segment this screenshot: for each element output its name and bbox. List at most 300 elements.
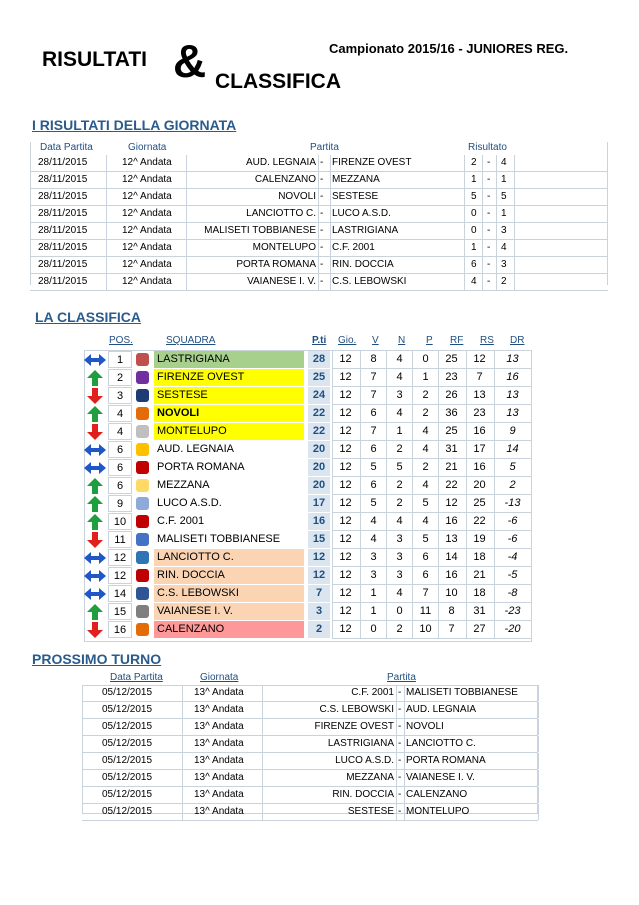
home-goals: 0 [471, 208, 477, 219]
fixture-dash: - [398, 704, 402, 715]
team-logo-icon [136, 587, 149, 600]
played: 12 [332, 351, 358, 368]
results-section-title: I RISULTATI DELLA GIORNATA [32, 117, 237, 133]
standings-row [84, 369, 532, 387]
goal-difference: 13 [494, 405, 530, 422]
points: 22 [308, 423, 330, 440]
column-divider [404, 770, 405, 786]
away-team: PORTA ROMANA [406, 755, 486, 766]
column-divider [106, 223, 107, 239]
played: 12 [332, 405, 358, 422]
standings-row [84, 531, 532, 549]
home-team: RIN. DOCCIA [332, 789, 394, 800]
home-team: SESTESE [347, 806, 394, 817]
away-goals: 1 [501, 174, 507, 185]
team-name: VAIANESE I. V. [154, 603, 304, 620]
column-divider [538, 736, 539, 752]
goals-for: 23 [438, 369, 464, 386]
column-divider [318, 240, 319, 256]
result-row [30, 155, 608, 172]
column-divider [496, 274, 497, 290]
goals-against: 16 [466, 459, 492, 476]
played: 12 [332, 495, 358, 512]
played: 12 [332, 423, 358, 440]
home-team: VAIANESE I. V. [247, 276, 316, 287]
away-team: C.S. LEBOWSKI [332, 276, 407, 287]
goal-difference: 14 [494, 441, 530, 458]
goals-for: 13 [438, 531, 464, 548]
team-name: NOVOLI [154, 405, 304, 422]
won: 7 [360, 423, 386, 440]
fixture-date: 05/12/2015 [102, 738, 153, 749]
position: 14 [108, 585, 132, 602]
away-team: MEZZANA [332, 174, 380, 185]
team-name: PORTA ROMANA [157, 461, 245, 473]
team-name: MONTELUPO [154, 423, 304, 440]
goals-for: 7 [438, 621, 464, 638]
column-divider [514, 155, 515, 171]
won: 1 [360, 585, 386, 602]
column-divider [262, 736, 263, 752]
won: 0 [360, 621, 386, 638]
fixture-round: 13^ Andata [194, 789, 244, 800]
column-divider [330, 257, 331, 273]
fixture-date: 05/12/2015 [102, 755, 153, 766]
column-divider [538, 753, 539, 769]
row-divider [332, 638, 532, 639]
home-team: FIRENZE OVEST [314, 721, 394, 732]
column-divider [496, 189, 497, 205]
goals-against: 12 [466, 351, 492, 368]
column-divider [186, 189, 187, 205]
column-divider [496, 223, 497, 239]
column-divider [318, 257, 319, 273]
column-divider [318, 274, 319, 290]
points: 2 [308, 621, 330, 638]
column-divider [330, 223, 331, 239]
team-name: SESTESE [154, 387, 304, 404]
team-name: FIRENZE OVEST [154, 369, 304, 386]
team-logo-icon [136, 371, 149, 384]
lost: 2 [412, 405, 438, 422]
lost: 7 [412, 585, 438, 602]
home-team: NOVOLI [278, 191, 316, 202]
score-dash: - [487, 276, 491, 287]
lost: 4 [412, 441, 438, 458]
column-divider [538, 770, 539, 786]
score-dash: - [487, 208, 491, 219]
match-date: 28/11/2015 [38, 174, 88, 185]
away-team: AUD. LEGNAIA [406, 704, 477, 715]
away-goals: 4 [501, 157, 507, 168]
column-divider [106, 206, 107, 222]
drawn: 2 [386, 495, 412, 512]
won: 7 [360, 387, 386, 404]
column-divider [318, 223, 319, 239]
team-logo-icon [136, 515, 149, 528]
column-divider [396, 804, 397, 820]
won: 6 [360, 441, 386, 458]
result-row [30, 240, 608, 257]
position: 12 [108, 567, 132, 584]
column-divider [538, 702, 539, 718]
match-round: 12^ Andata [122, 174, 172, 185]
result-row [30, 223, 608, 240]
goals-for: 26 [438, 387, 464, 404]
away-team: VAIANESE I. V. [406, 772, 475, 783]
column-divider [404, 702, 405, 718]
column-divider [106, 274, 107, 290]
column-divider [396, 787, 397, 803]
column-divider [538, 719, 539, 735]
points: 24 [308, 387, 330, 404]
home-team: CALENZANO [254, 174, 316, 185]
column-divider [482, 189, 483, 205]
header-goals-for: RF [450, 335, 464, 346]
team-name: LASTRIGIANA [154, 351, 304, 368]
away-goals: 3 [501, 259, 507, 270]
fixture-date: 05/12/2015 [102, 704, 153, 715]
lost: 10 [412, 621, 438, 638]
goal-difference: 2 [494, 477, 530, 494]
fixture-round: 13^ Andata [194, 687, 244, 698]
column-divider [182, 736, 183, 752]
goals-against: 7 [466, 369, 492, 386]
position: 16 [108, 621, 132, 638]
header-date: Data Partita [40, 142, 93, 153]
goals-against: 27 [466, 621, 492, 638]
match-round: 12^ Andata [122, 191, 172, 202]
away-team: LASTRIGIANA [332, 225, 399, 236]
goals-for: 8 [438, 603, 464, 620]
column-divider [186, 257, 187, 273]
lost: 2 [412, 459, 438, 476]
standings-row [84, 567, 532, 585]
standings-row [84, 549, 532, 567]
standings-row [84, 387, 532, 405]
header-round: Giornata [200, 672, 239, 683]
standings-row [84, 603, 532, 621]
drawn: 4 [386, 513, 412, 530]
goal-difference: -6 [494, 531, 530, 548]
column-divider [404, 685, 405, 701]
standings-section-title: LA CLASSIFICA [35, 309, 142, 325]
drawn: 1 [386, 423, 412, 440]
standings-row [84, 585, 532, 603]
team-logo-icon [136, 497, 149, 510]
lost: 11 [412, 603, 438, 620]
goals-for: 36 [438, 405, 464, 422]
column-divider [496, 172, 497, 188]
trend-down-arrow-icon [84, 424, 106, 440]
column-divider [482, 155, 483, 171]
home-goals: 5 [471, 191, 477, 202]
away-team: MONTELUPO [406, 806, 470, 817]
lost: 2 [412, 387, 438, 404]
goals-against: 20 [466, 477, 492, 494]
played: 12 [332, 621, 358, 638]
column-divider [514, 223, 515, 239]
won: 5 [360, 459, 386, 476]
team-name: LUCO A.S.D. [157, 497, 222, 509]
result-row [30, 257, 608, 274]
column-divider [464, 257, 465, 273]
goals-against: 16 [466, 423, 492, 440]
goal-difference: 9 [494, 423, 530, 440]
goals-for: 21 [438, 459, 464, 476]
home-team: MONTELUPO [252, 242, 316, 253]
header-team: SQUADRA [166, 335, 216, 346]
column-divider [262, 770, 263, 786]
position: 6 [108, 477, 132, 494]
position: 4 [108, 405, 132, 422]
standings-row [84, 621, 532, 639]
away-team: C.F. 2001 [332, 242, 375, 253]
lost: 6 [412, 567, 438, 584]
position: 12 [108, 549, 132, 566]
team-logo-icon [136, 551, 149, 564]
goal-difference: -8 [494, 585, 530, 602]
results-header [30, 142, 608, 155]
match-date: 28/11/2015 [38, 242, 88, 253]
column-divider [464, 155, 465, 171]
home-team: AUD. LEGNAIA [245, 157, 316, 168]
home-goals: 0 [471, 225, 477, 236]
position: 4 [108, 423, 132, 440]
position: 2 [108, 369, 132, 386]
header-played: Gio. [338, 335, 357, 346]
home-team: MEZZANA [346, 772, 394, 783]
standings-row [84, 423, 532, 441]
trend-up-arrow-icon [84, 604, 106, 620]
fixture-date: 05/12/2015 [102, 789, 153, 800]
goals-for: 22 [438, 477, 464, 494]
header-match: Partita [387, 672, 416, 683]
goals-against: 18 [466, 549, 492, 566]
column-divider [464, 274, 465, 290]
won: 6 [360, 477, 386, 494]
fixture-row [82, 787, 538, 804]
match-date: 28/11/2015 [38, 191, 88, 202]
trend-up-arrow-icon [84, 496, 106, 512]
team-name: LANCIOTTO C. [154, 549, 304, 566]
fixture-round: 13^ Andata [194, 704, 244, 715]
fixture-row [82, 804, 538, 821]
goal-difference: 16 [494, 369, 530, 386]
match-round: 12^ Andata [122, 208, 172, 219]
team-name: CALENZANO [154, 621, 304, 638]
column-divider [396, 702, 397, 718]
away-team: LUCO A.S.D. [332, 208, 391, 219]
team-logo-icon [136, 425, 149, 438]
away-goals: 5 [501, 191, 507, 202]
match-round: 12^ Andata [122, 276, 172, 287]
column-divider [106, 240, 107, 256]
column-divider [318, 189, 319, 205]
column-divider [106, 155, 107, 171]
position: 1 [108, 351, 132, 368]
home-goals: 1 [471, 174, 477, 185]
header-won: V [372, 335, 379, 346]
trend-down-arrow-icon [84, 388, 106, 404]
fixture-row [82, 753, 538, 770]
next-round-section-title: PROSSIMO TURNO [32, 651, 162, 667]
position: 6 [108, 459, 132, 476]
standings-table [84, 351, 532, 639]
score-dash: - [487, 242, 491, 253]
fixture-round: 13^ Andata [194, 755, 244, 766]
trend-down-arrow-icon [84, 532, 106, 548]
result-row [30, 206, 608, 223]
home-team: C.F. 2001 [351, 687, 394, 698]
home-goals: 1 [471, 242, 477, 253]
fixture-dash: - [398, 755, 402, 766]
column-divider [514, 206, 515, 222]
match-date: 28/11/2015 [38, 208, 88, 219]
home-team: LANCIOTTO C. [246, 208, 316, 219]
column-divider [464, 189, 465, 205]
standings-row [84, 495, 532, 513]
column-divider [482, 257, 483, 273]
column-divider [396, 685, 397, 701]
header-pts: P.ti [312, 335, 327, 346]
column-divider [106, 189, 107, 205]
lost: 5 [412, 531, 438, 548]
score-dash: - [487, 157, 491, 168]
title-risultati: RISULTATI [42, 48, 147, 71]
match-date: 28/11/2015 [38, 157, 88, 168]
goals-against: 31 [466, 603, 492, 620]
column-divider [514, 274, 515, 290]
column-divider [182, 702, 183, 718]
played: 12 [332, 513, 358, 530]
goals-against: 25 [466, 495, 492, 512]
goals-for: 12 [438, 495, 464, 512]
column-divider [404, 804, 405, 820]
fixture-dash: - [398, 738, 402, 749]
title-classifica: CLASSIFICA [215, 70, 341, 93]
played: 12 [332, 369, 358, 386]
played: 12 [332, 459, 358, 476]
points: 20 [308, 477, 330, 494]
column-divider [496, 206, 497, 222]
points: 25 [308, 369, 330, 386]
drawn: 3 [386, 549, 412, 566]
trend-same-arrow-icon [84, 568, 106, 584]
drawn: 0 [386, 603, 412, 620]
won: 3 [360, 567, 386, 584]
points: 22 [308, 405, 330, 422]
match-date: 28/11/2015 [38, 225, 88, 236]
lost: 4 [412, 513, 438, 530]
fixture-row [82, 685, 538, 702]
result-row [30, 274, 608, 291]
column-divider [330, 206, 331, 222]
column-divider [464, 223, 465, 239]
position: 15 [108, 603, 132, 620]
played: 12 [332, 531, 358, 548]
drawn: 2 [386, 477, 412, 494]
fixture-dash: - [398, 789, 402, 800]
column-divider [186, 172, 187, 188]
played: 12 [332, 567, 358, 584]
home-goals: 6 [471, 259, 477, 270]
column-divider [262, 787, 263, 803]
drawn: 5 [386, 459, 412, 476]
column-divider [496, 155, 497, 171]
team-logo-icon [136, 443, 149, 456]
home-goals: 4 [471, 276, 477, 287]
match-dash: - [320, 242, 324, 253]
header-match: Partita [310, 142, 339, 153]
fixture-date: 05/12/2015 [102, 687, 153, 698]
away-team: LANCIOTTO C. [406, 738, 476, 749]
title-ampersand: & [173, 35, 207, 87]
column-divider [182, 787, 183, 803]
away-team: FIRENZE OVEST [332, 157, 412, 168]
column-divider [404, 753, 405, 769]
goals-for: 16 [438, 513, 464, 530]
drawn: 2 [386, 621, 412, 638]
goal-difference: 13 [494, 351, 530, 368]
header-drawn: N [398, 335, 406, 346]
column-divider [396, 753, 397, 769]
standings-row [84, 477, 532, 495]
column-divider [514, 240, 515, 256]
trend-same-arrow-icon [84, 460, 106, 476]
won: 6 [360, 405, 386, 422]
fixture-dash: - [398, 772, 402, 783]
fixture-date: 05/12/2015 [102, 721, 153, 732]
column-divider [318, 206, 319, 222]
drawn: 3 [386, 567, 412, 584]
column-divider [186, 206, 187, 222]
standings-header [0, 335, 639, 349]
goal-difference: 5 [494, 459, 530, 476]
team-logo-icon [136, 353, 149, 366]
column-divider [496, 240, 497, 256]
team-logo-icon [136, 533, 149, 546]
column-divider [262, 702, 263, 718]
column-divider [482, 223, 483, 239]
column-divider [514, 172, 515, 188]
goals-for: 14 [438, 549, 464, 566]
match-round: 12^ Andata [122, 259, 172, 270]
team-name: MALISETI TOBBIANESE [157, 533, 281, 545]
goal-difference: -5 [494, 567, 530, 584]
lost: 6 [412, 549, 438, 566]
away-goals: 3 [501, 225, 507, 236]
standings-row [84, 513, 532, 531]
header-goal-diff: DR [510, 335, 525, 346]
team-logo-icon [136, 569, 149, 582]
goal-difference: -4 [494, 549, 530, 566]
column-divider [262, 685, 263, 701]
trend-same-arrow-icon [84, 550, 106, 566]
team-name: AUD. LEGNAIA [157, 443, 235, 455]
won: 5 [360, 495, 386, 512]
goal-difference: -6 [494, 513, 530, 530]
away-team: SESTESE [332, 191, 379, 202]
fixture-date: 05/12/2015 [102, 772, 153, 783]
column-divider [330, 155, 331, 171]
goals-for: 25 [438, 351, 464, 368]
points: 20 [308, 441, 330, 458]
team-name: RIN. DOCCIA [154, 567, 304, 584]
column-divider [482, 274, 483, 290]
fixture-dash: - [398, 721, 402, 732]
goals-against: 23 [466, 405, 492, 422]
